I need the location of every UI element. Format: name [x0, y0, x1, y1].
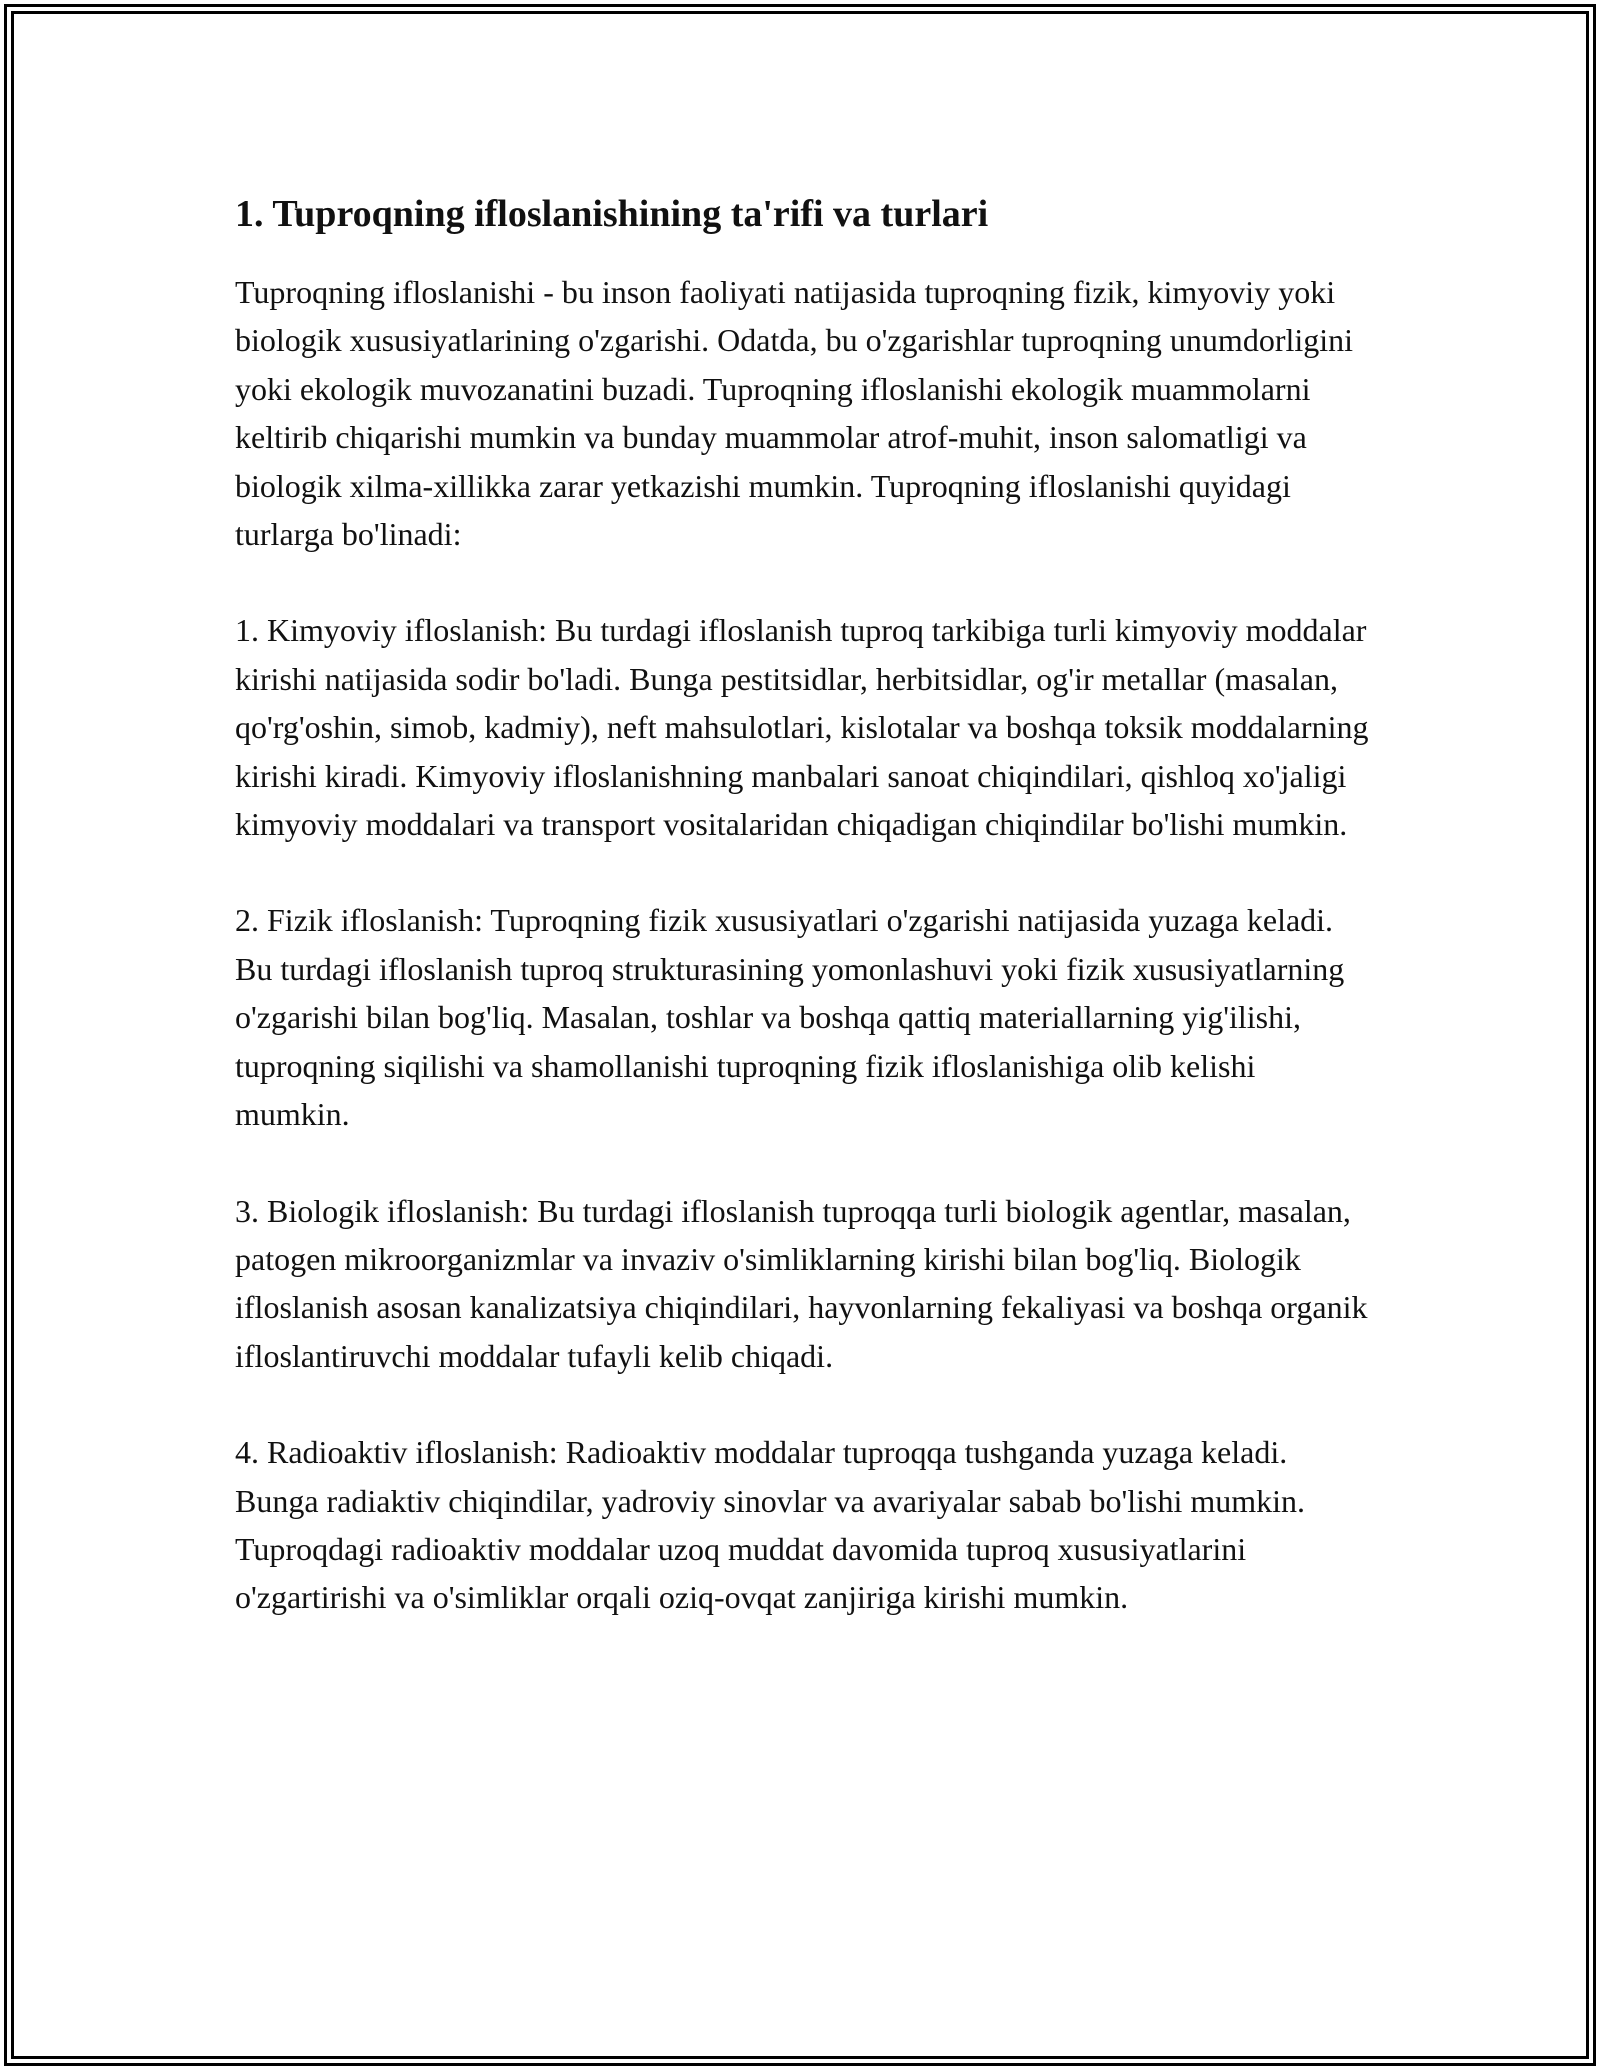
radioactive-pollution-paragraph: 4. Radioaktiv ifloslanish: Radioaktiv moddalar tuproqqa tushganda yuzaga keladi. Bunga radiaktiv chiqindilar, yadroviy sinovlar va avariyalar sabab bo'lishi mumkin. Tuproqdagi radioaktiv moddalar uzoq muddat davomida tuproq xususiyatlarini o'zgartirishi va o'simliklar orqali oziq-ovqat zanjiriga kirishi mumkin.	[235, 1434, 1305, 1616]
chemical-pollution-paragraph: 1. Kimyoviy ifloslanish: Bu turdagi ifloslanish tuproq tarkibiga turli kimyoviy moddalar kirishi natijasida sodir bo'ladi. Bunga pestitsidlar, herbitsidlar, og'ir metallar (masalan, qo'rg'oshin, simob, kadmiy), neft mahsulotlari, kislotalar va boshqa toksik moddalarning kirishi kiradi. Kimyoviy ifloslanishning manbalari sanoat chiqindilari, qishloq xo'jaligi kimyoviy moddalari va transport vositalaridan chiqadigan chiqindilar bo'lishi mumkin.	[235, 612, 1369, 843]
section-heading: 1. Tuproqning ifloslanishining ta'rifi va turlari	[235, 193, 989, 235]
biological-pollution-paragraph: 3. Biologik ifloslanish: Bu turdagi ifloslanish tuproqqa turli biologik agentlar, masalan, patogen mikroorganizmlar va invaziv o'simliklarning kirishi bilan bog'liq. Biologik ifloslanish asosan kanalizatsiya chiqindilari, hayvonlarning fekaliyasi va boshqa organik ifloslantiruvchi moddalar tufayli kelib chiqadi.	[235, 1192, 1368, 1374]
document-body	[235, 186, 1375, 1670]
physical-pollution-paragraph: 2. Fizik ifloslanish: Tuproqning fizik xususiyatlari o'zgarishi natijasida yuzaga keladi. Bu turdagi ifloslanish tuproq strukturasining yomonlashuvi yoki fizik xususiyatlarning o'zgarishi bilan bog'liq. Masalan, toshlar va boshqa qattiq materiallarning yig'ilishi, tuproqning siqilishi va shamollanishi tuproqning fizik ifloslanishiga olib kelishi mumkin.	[235, 902, 1345, 1133]
intro-paragraph: Tuproqning ifloslanishi - bu inson faoliyati natijasida tuproqning fizik, kimyoviy yoki biologik xususiyatlarining o'zgarishi. Odatda, bu o'zgarishlar tuproqning unumdorligini yoki ekologik muvozanatini buzadi. Tuproqning ifloslanishi ekologik muammolarni keltirib chiqarishi mumkin va bunday muammolar atrof-muhit, inson salomatligi va biologik xilma-xillikka zarar yetkazishi mumkin. Tuproqning ifloslanishi quyidagi turlarga bo'linadi:	[235, 274, 1354, 553]
